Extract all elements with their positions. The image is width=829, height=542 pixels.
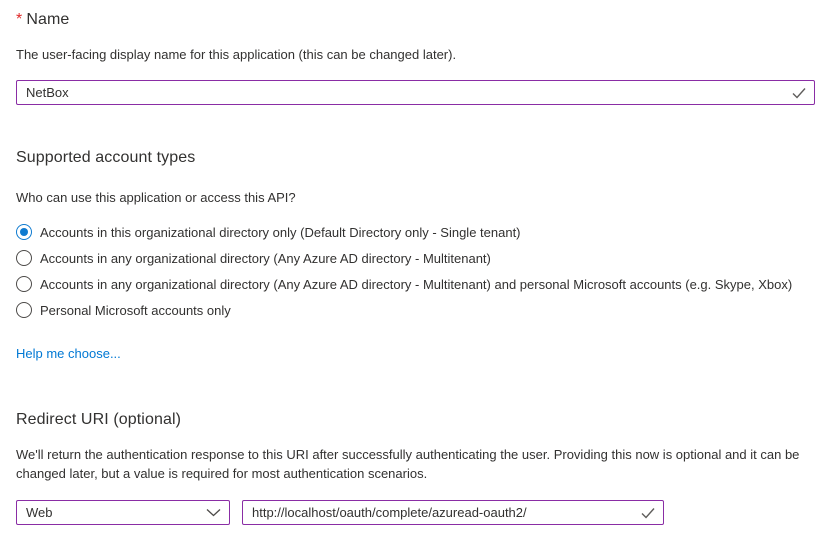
radio-option-personal-only[interactable] xyxy=(16,297,815,323)
radio-option-multitenant-personal[interactable] xyxy=(16,271,815,297)
name-section xyxy=(16,11,815,105)
supported-account-types-section xyxy=(16,149,815,363)
radio-option-label: Accounts in any organizational directory (Any Azure AD directory - Multitenant) and personal Microsoft accounts (e.g. Skype, Xbox) xyxy=(40,276,793,292)
redirect-uri-description: We'll return the authentication response to this URI after successfully authenticating the user. Providing this now is optional and it can be changed later, but a value is required for most authentication scenarios. xyxy=(16,447,800,481)
account-types-question: Who can use this application or access this API? xyxy=(16,190,296,205)
checkmark-icon xyxy=(791,85,807,101)
name-description: The user-facing display name for this application (this can be changed later). xyxy=(16,47,457,62)
radio-button-icon xyxy=(16,276,32,292)
platform-select-value: Web xyxy=(26,505,53,520)
radio-option-multitenant[interactable] xyxy=(16,245,815,271)
redirect-uri-input[interactable] xyxy=(243,501,663,524)
platform-select[interactable] xyxy=(16,500,230,525)
radio-button-icon xyxy=(16,250,32,266)
radio-button-icon xyxy=(16,224,32,240)
name-title-text: Name xyxy=(26,11,70,28)
required-asterisk: * xyxy=(16,11,23,28)
radio-option-label: Accounts in any organizational directory (Any Azure AD directory - Multitenant) xyxy=(40,250,491,266)
redirect-uri-row xyxy=(16,500,815,525)
redirect-uri-title: Redirect URI (optional) xyxy=(16,411,182,428)
radio-button-icon xyxy=(16,302,32,318)
name-input-container xyxy=(16,80,815,105)
account-types-title: Supported account types xyxy=(16,149,196,166)
name-input[interactable] xyxy=(17,81,814,104)
name-section-title xyxy=(16,11,815,29)
help-me-choose-link[interactable]: Help me choose... xyxy=(16,346,121,361)
chevron-down-icon xyxy=(205,505,221,521)
checkmark-icon xyxy=(640,505,656,521)
radio-option-label: Personal Microsoft accounts only xyxy=(40,302,231,318)
redirect-uri-input-container xyxy=(242,500,664,525)
account-type-radio-group xyxy=(16,219,815,323)
redirect-uri-section xyxy=(16,411,815,525)
radio-option-label: Accounts in this organizational directory only (Default Directory only - Single tenant) xyxy=(40,224,521,240)
radio-option-single-tenant[interactable] xyxy=(16,219,815,245)
